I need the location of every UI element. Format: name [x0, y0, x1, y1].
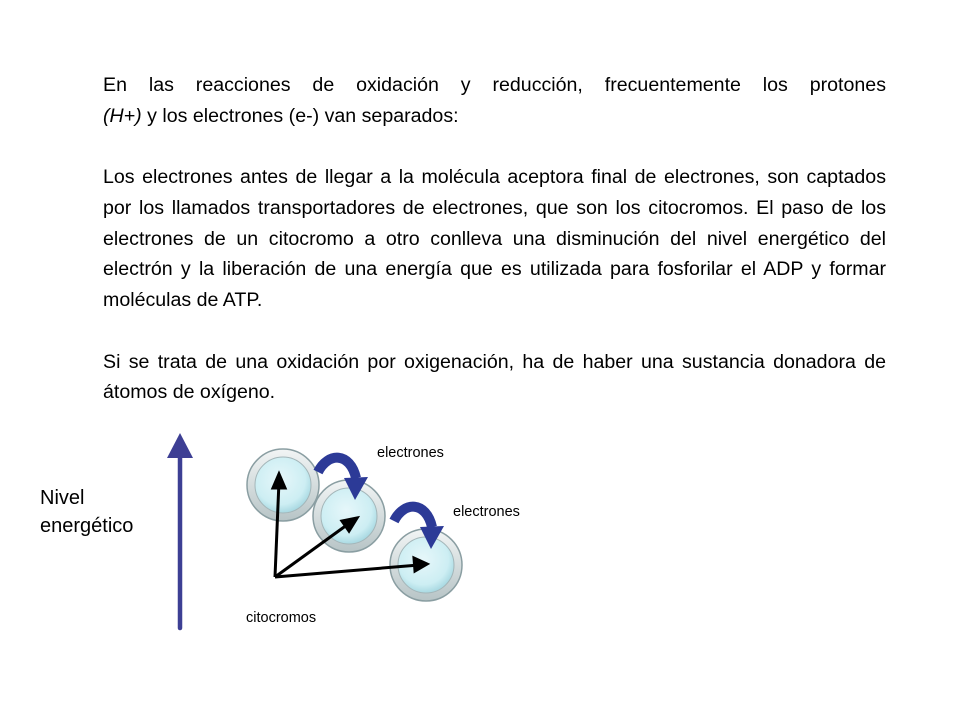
energy-axis-arrow — [167, 433, 193, 628]
paragraph-2: Los electrones antes de llegar a la molécula aceptora final de electrones, son captados por los llamados transportadores de electrones, que son los citocromos. El paso de los electrones de un citocromo a otro conlleva una disminución del nivel energético del electrón y la liberación de una energía que es utilizada para fosforilar el ADP y formar moléculas de ATP. — [103, 166, 886, 312]
paragraph-1-line-1: En las reacciones de oxidación y reducción, frecuentemente los protones — [103, 74, 886, 96]
electrons-label-2: electrones — [453, 504, 520, 520]
electrons-label-1: electrones — [377, 445, 444, 461]
energy-level-label-line-1: Nivel — [40, 487, 85, 509]
protons-symbol: (H+) — [103, 104, 142, 127]
paragraph-1-rest: y los electrones (e-) van separados: — [141, 104, 459, 127]
paragraph-3: Si se trata de una oxidación por oxigenación, ha de haber una sustancia donadora de átomos de oxígeno. — [103, 350, 886, 404]
cytochromes-label: citocromos — [246, 610, 317, 626]
energy-level-label-line-2: energético — [40, 515, 134, 537]
